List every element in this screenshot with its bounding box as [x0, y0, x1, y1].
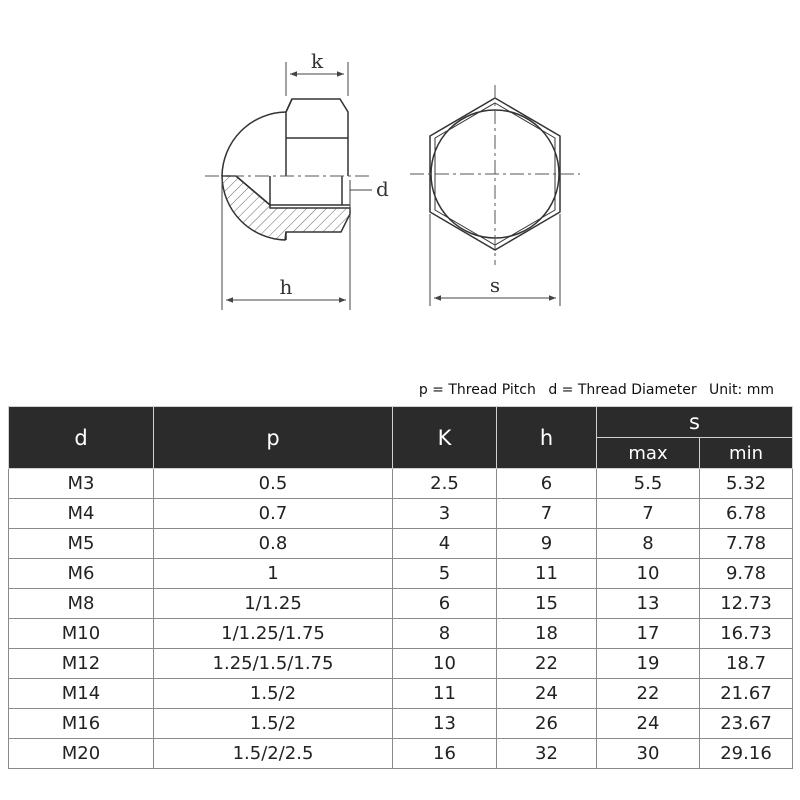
cell-max: 24 [597, 709, 700, 739]
cell-p: 1 [154, 559, 393, 589]
header-h: h [497, 407, 597, 469]
cell-h: 22 [497, 649, 597, 679]
cell-d: M14 [9, 679, 154, 709]
cell-h: 26 [497, 709, 597, 739]
cell-k: 16 [393, 739, 497, 769]
technical-drawing [0, 0, 800, 380]
cell-h: 6 [497, 469, 597, 499]
cell-d: M8 [9, 589, 154, 619]
cell-k: 2.5 [393, 469, 497, 499]
cell-min: 23.67 [700, 709, 793, 739]
legend-pitch: p = Thread Pitch [418, 382, 536, 398]
cell-h: 9 [497, 529, 597, 559]
cell-d: M3 [9, 469, 154, 499]
cell-min: 18.7 [700, 649, 793, 679]
table-row [9, 709, 793, 739]
table-row [9, 529, 793, 559]
cell-d: M16 [9, 709, 154, 739]
cell-max: 22 [597, 679, 700, 709]
header-d: d [9, 407, 154, 469]
cell-max: 10 [597, 559, 700, 589]
cell-p: 1.5/2/2.5 [154, 739, 393, 769]
cell-max: 7 [597, 499, 700, 529]
cell-k: 6 [393, 589, 497, 619]
section-hatch [222, 176, 350, 240]
header-p: p [154, 407, 393, 469]
cell-k: 3 [393, 499, 497, 529]
table-row [9, 619, 793, 649]
cell-p: 0.7 [154, 499, 393, 529]
cell-k: 11 [393, 679, 497, 709]
cell-min: 7.78 [700, 529, 793, 559]
dimension-d [350, 180, 372, 212]
cell-max: 30 [597, 739, 700, 769]
cell-h: 11 [497, 559, 597, 589]
cell-max: 13 [597, 589, 700, 619]
cell-max: 17 [597, 619, 700, 649]
spec-table-body [9, 469, 793, 769]
cell-p: 1.5/2 [154, 709, 393, 739]
cell-h: 7 [497, 499, 597, 529]
cell-k: 13 [393, 709, 497, 739]
header-s: s [597, 407, 793, 438]
table-row [9, 559, 793, 589]
cell-max: 19 [597, 649, 700, 679]
cell-max: 8 [597, 529, 700, 559]
table-row [9, 589, 793, 619]
cell-k: 4 [393, 529, 497, 559]
cell-k: 8 [393, 619, 497, 649]
side-view [222, 99, 350, 240]
label-k: k [310, 49, 324, 73]
table-row [9, 469, 793, 499]
cell-p: 0.5 [154, 469, 393, 499]
cell-d: M10 [9, 619, 154, 649]
cell-k: 5 [393, 559, 497, 589]
cell-d: M12 [9, 649, 154, 679]
header-k: K [393, 407, 497, 469]
legend [411, 382, 774, 398]
table-row [9, 739, 793, 769]
header-s-min: min [700, 438, 793, 469]
cell-h: 32 [497, 739, 597, 769]
cell-min: 21.67 [700, 679, 793, 709]
table-row [9, 649, 793, 679]
label-h: h [279, 275, 293, 299]
table-row [9, 679, 793, 709]
table-row [9, 499, 793, 529]
cell-max: 5.5 [597, 469, 700, 499]
cell-h: 15 [497, 589, 597, 619]
cell-p: 1.5/2 [154, 679, 393, 709]
cell-d: M5 [9, 529, 154, 559]
cell-min: 29.16 [700, 739, 793, 769]
cell-min: 9.78 [700, 559, 793, 589]
cell-min: 16.73 [700, 619, 793, 649]
dome-outline [222, 112, 286, 176]
legend-unit: Unit: mm [709, 382, 774, 398]
cell-h: 18 [497, 619, 597, 649]
cell-p: 1.25/1.5/1.75 [154, 649, 393, 679]
label-d: d [376, 177, 389, 201]
cell-min: 6.78 [700, 499, 793, 529]
cell-min: 12.73 [700, 589, 793, 619]
label-s: s [489, 273, 501, 297]
cell-min: 5.32 [700, 469, 793, 499]
cell-p: 1/1.25 [154, 589, 393, 619]
cell-h: 24 [497, 679, 597, 709]
legend-diameter: d = Thread Diameter [548, 382, 697, 398]
thread-bore [270, 176, 350, 205]
header-s-max: max [597, 438, 700, 469]
cell-d: M20 [9, 739, 154, 769]
spec-table [8, 406, 793, 769]
cell-d: M4 [9, 499, 154, 529]
cell-p: 1/1.25/1.75 [154, 619, 393, 649]
cell-k: 10 [393, 649, 497, 679]
cell-d: M6 [9, 559, 154, 589]
cell-p: 0.8 [154, 529, 393, 559]
